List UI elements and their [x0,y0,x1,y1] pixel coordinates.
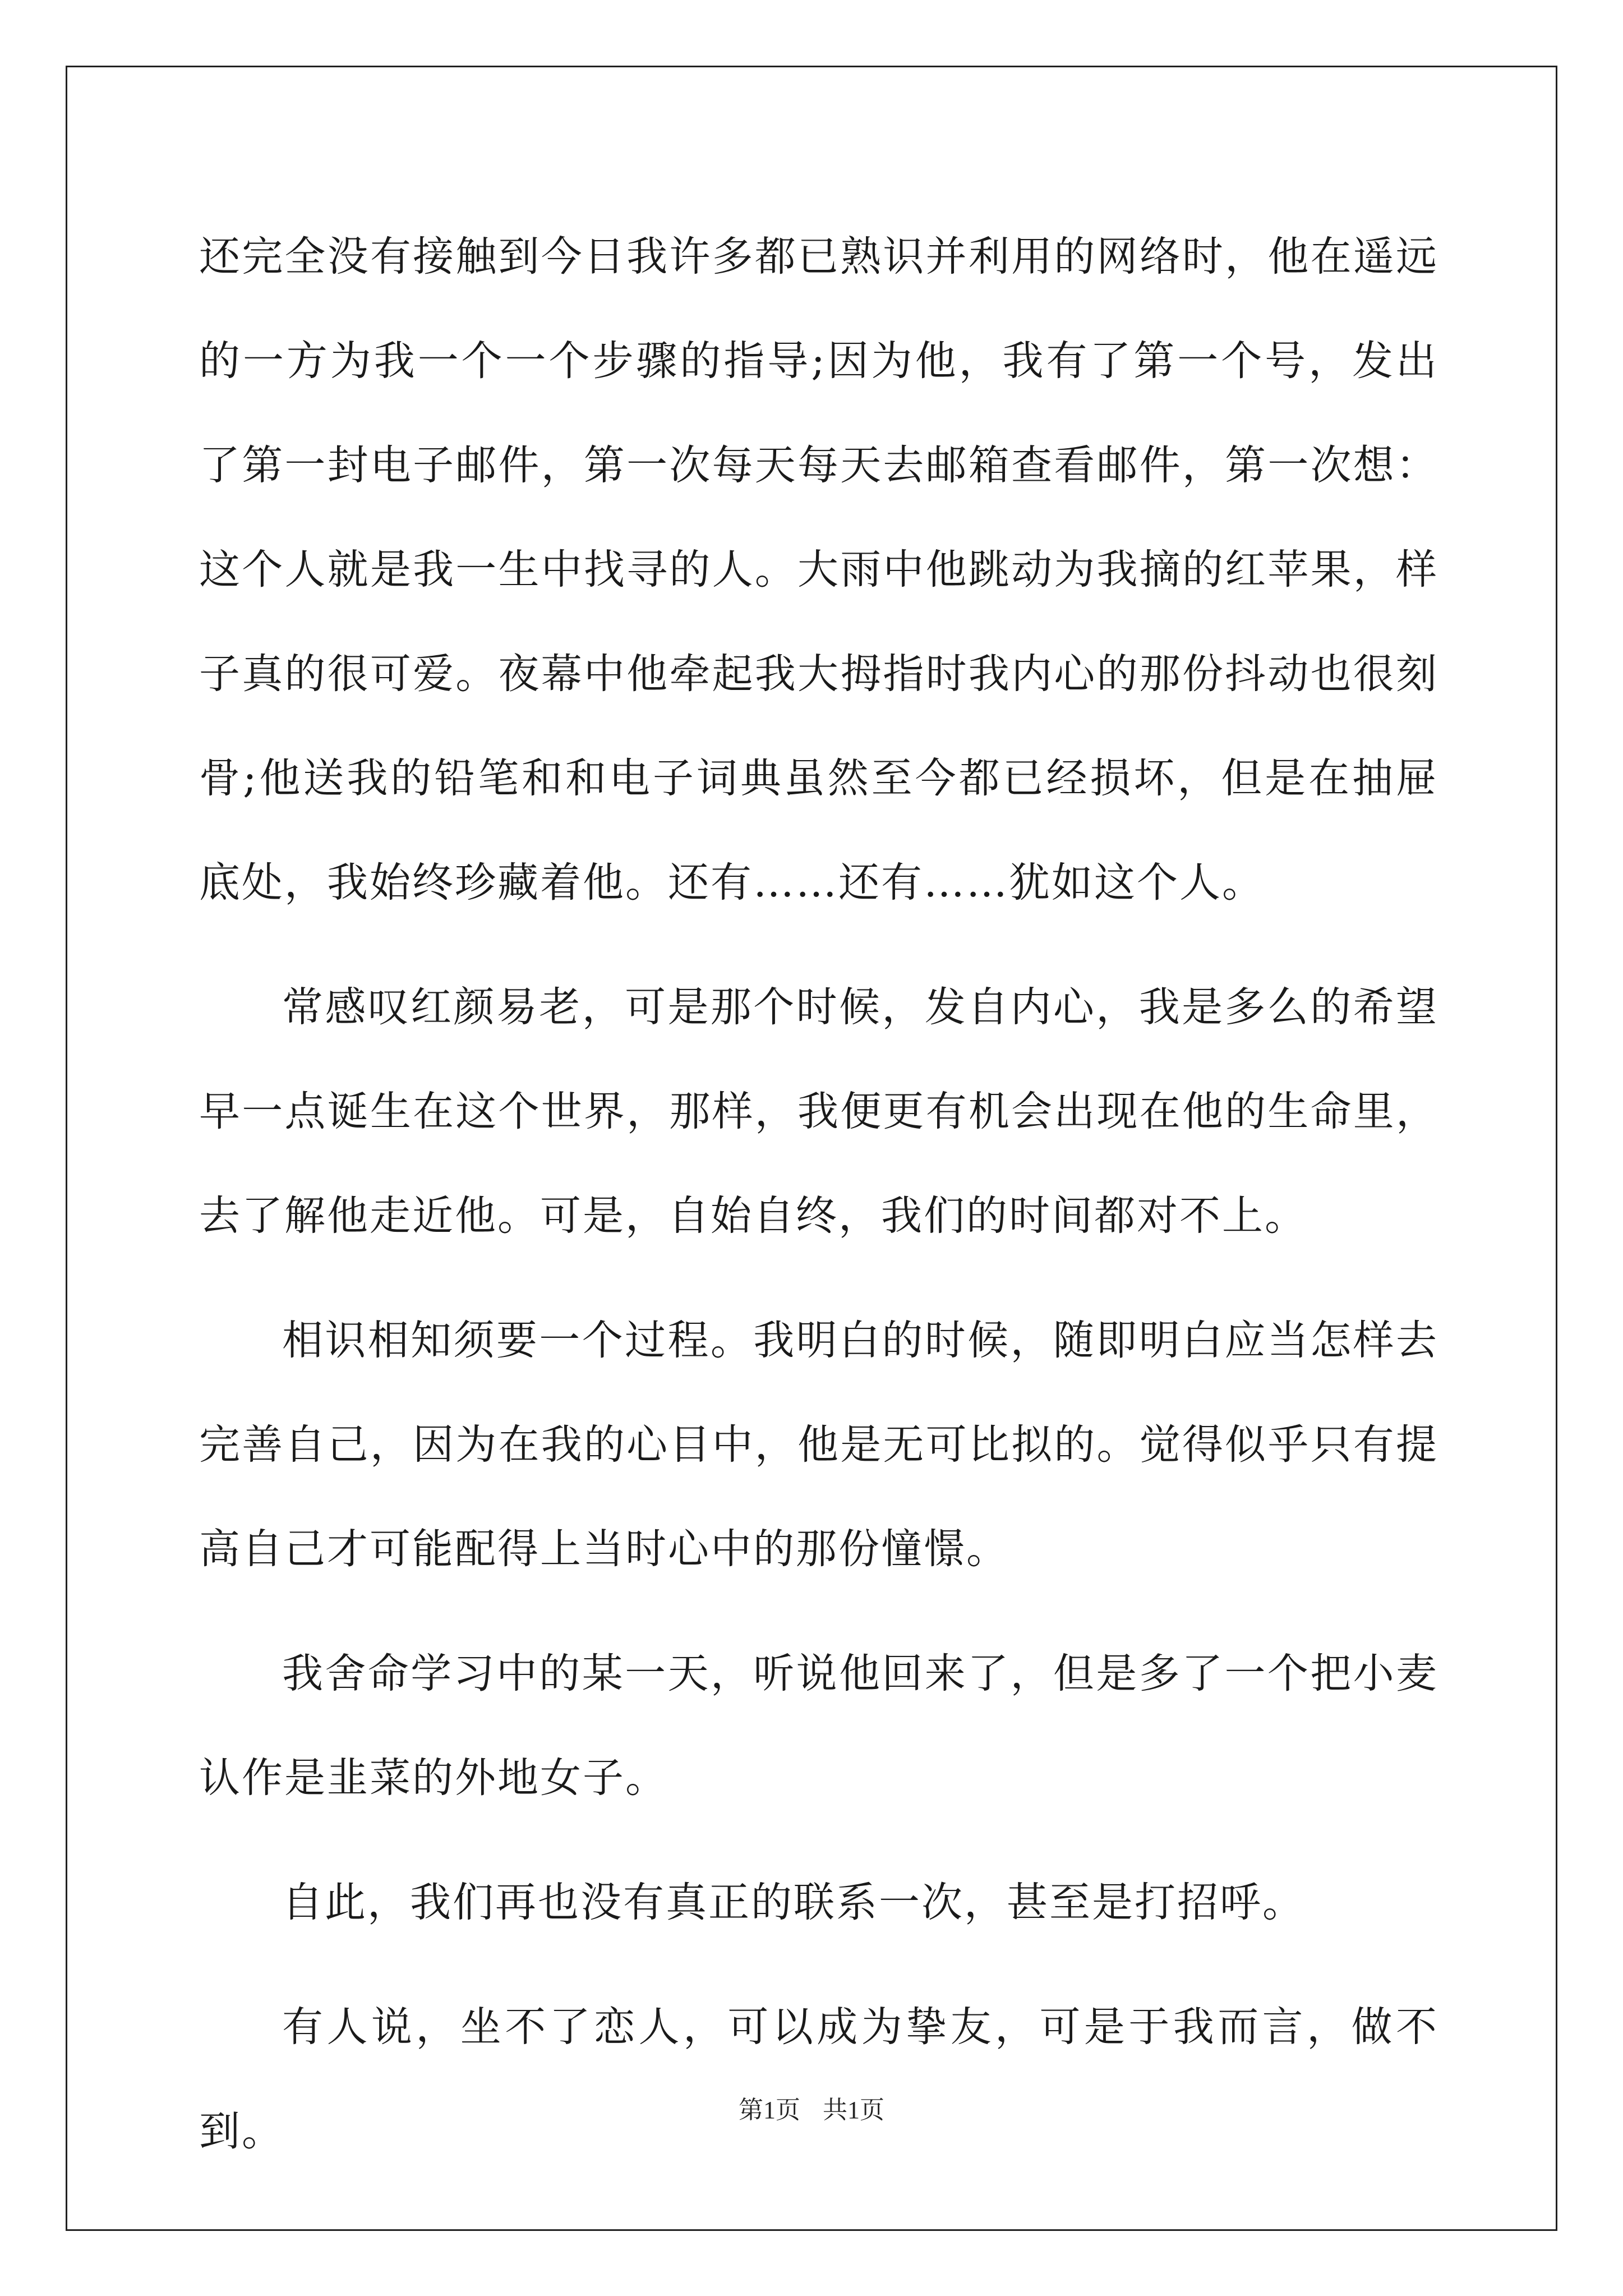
paragraph-3: 相识相知须要一个过程。我明白的时候，随即明白应当怎样去完善自己，因为在我的心目中，他是无可比拟的。觉得似乎只有提高自己才可能配得上当时心中的那份憧憬。 [199,1317,1438,1573]
page-number-total: 共1页 [823,2096,884,2124]
page-footer [0,2090,1623,2125]
paragraph-4: 我舍命学习中的某一天，听说他回来了，但是多了一个把小麦认作是韭菜的外地女子。 [199,1650,1438,1802]
paragraph-2: 常感叹红颜易老，可是那个时候，发自内心，我是多么的希望早一点诞生在这个世界，那样，我便更有机会出现在他的生命里，去了解他走近他。可是，自始自终，我们的时间都对不上。 [199,983,1438,1240]
paragraph-5: 自此，我们再也没有真正的联系一次，甚至是打招呼。 [282,1879,1305,1926]
document-body [199,205,1438,2204]
paragraph-1: 还完全没有接触到今日我许多都已熟识并利用的网络时，他在遥远的一方为我一个一个步骤的指导;因为他，我有了第一个号，发出了第一封电子邮件，第一次每天每天去邮箱查看邮件，第一次想：这个人就是我一生中找寻的人。大雨中他跳动为我摘的红苹果，样子真的很可爱。夜幕中他牵起我大拇指时我内心的那份抖动也很刻骨;他送我的铅笔和和电子词典虽然至今都已经损坏，但是在抽屉底处，我始终珍藏着他。还有……还有……犹如这个人。 [199,233,1438,907]
paragraph-6: 有人说，坐不了恋人，可以成为挚友，可是于我而言，做不到。 [199,2003,1438,2155]
page-number-current: 第1页 [739,2096,800,2124]
